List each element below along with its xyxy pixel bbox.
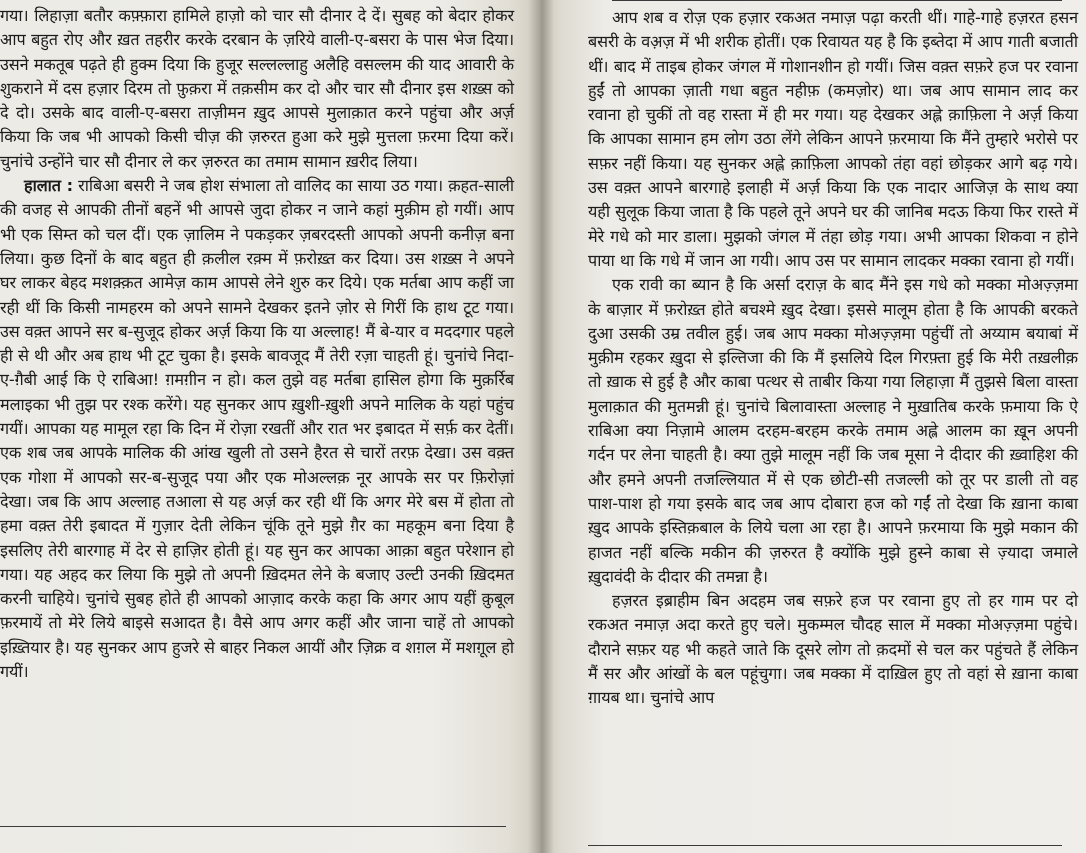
left-paragraph-2-body: राबिआ बसरी ने जब होश संभाला तो वालिद का साया उठ गया। क़हत-साली की वजह से आपकी तीनों बहनें भी आपसे जुदा होकर न जाने कहां मुक़ीम हो गयीं। आप भी एक सिम्त को चल दीं। एक ज़ालिम ने पकड़कर ज़बरदस्ती आपको अपनी कनीज़ बना लिया। कुछ दिनों के बाद बहुत ही क़लील रक़्म में फ़रोख़्त कर दिया। उस शख़्स ने अपने घर लाकर बेहद मशक़्क़त आमेज़ काम आपसे लेने शुरु कर दिये। एक मर्तबा आप कहीं जा रही थीं कि किसी नामहरम को अपने सामने देखकर इतने ज़ोर से गिरीं कि हाथ टूट गया। उस वक़्त आपने सर ब-सुजूद होकर अर्ज़ किया कि या अल्लाह! मैं बे-यार व मददगार पहले ही से थी और अब हाथ भी टूट चुका है। इसके बावजूद मैं तेरी रज़ा चाहती हूं। चुनांचे निदा-ए-ग़ैबी आई कि ऐ राबिआ! ग़मग़ीन न हो। कल तुझे वह मर्तबा हासिल होगा कि मुक़र्रिब मलाइका भी तुझ पर रश्क करेंगे। यह सुनकर आप ख़ुशी-ख़ुशी अपने मालिक के यहां पहुंच गयीं। आपका यह मामूल रहा कि दिन में रोज़ा रखतीं और रात भर इबादत में सर्फ़ कर देतीं। एक शब जब आपके मालिक की आंख खुली तो उसने हैरत से चारों तरफ़ देखा। उस वक़्त एक गोशा में आपको सर-ब-सुजूद पया और एक मोअल्लक़ नूर आपके सर पर फ़िरोज़ां देखा। जब कि आप अल्लाह तआला से यह अर्ज़ कर रही थीं कि अगर मेरे बस में होता तो हमा वक़्त तेरी इबादत में गुज़ार देती लेकिन चूंकि तूने मुझे ग़ैर का महकूम बना दिया है इसलिए तेरी बारगाह में देर से हाज़िर होती हूं। यह सुन कर आपका आक़ा बहुत परेशान हो गया। यह अहद कर लिया कि मुझे तो अपनी ख़िदमत लेने के बजाए उल्टी उनकी ख़िदमत करनी चाहिये। चुनांचे सुबह होते ही आपको आज़ाद करके कहा कि अगर आप यहीं क़ुबूल फ़रमायें तो मेरे लिये बाइसे सआदत है। वैसे आप अगर कहीं और जाना चाहें तो आपको इख़्तियार है। यह सुनकर आप हुजरे से बाहर निकल आयीं और ज़िक्र व शग़ल में मशग़ूल हो गयीं। — [0, 176, 515, 682]
right-paragraph-1: आप शब व रोज़ एक हज़ार रकअत नमाज़ पढ़ा करती थीं। गाहे-गाहे हज़रत हसन बसरी के वअ़ज़ में भी शरीक होतीं। एक रिवायत यह है कि इब्तेदा में आप गाती बजाती थीं। बाद में ताइब होकर जंगल में गोशानशीन हो गयीं। जिस वक़्त सफ़रे हज पर रवाना हुईं तो आपका ज़ाती गधा बहुत नहीफ़ (कमज़ोर) था। जब आप सामान लाद कर रवाना हो चुकीं तो वह रास्ता में ही मर गया। यह देखकर अह्ले क़ाफ़िला ने अर्ज़ किया कि आपका सामान हम लोग उठा लेंगे लेकिन आपने फ़रमाया कि मैंने तुम्हारे भरोसे पर सफ़र नहीं किया। यह सुनकर अह्ले क़ाफ़िला आपको तंहा वहां छोड़कर आगे बढ़ गये। उस वक़्त आपने बारगाहे इलाही में अर्ज़ किया कि एक नादार आजिज़ के साथ क्या यही सुलूक किया जाता है कि पहले तूने अपने घर की जानिब मदऊ किया फिर रास्ते में मेरे गधे को मार डाला। मुझको जंगल में तंहा छोड़ गया। अभी आपका शिकवा न होने पाया था कि गधे में जान आ गयी। आप उस पर सामान लादकर मक्का रवाना हो गयीं। — [588, 8, 1078, 270]
right-page-text — [588, 6, 1078, 711]
right-top-rule — [612, 0, 1062, 1]
right-paragraph-3: हज़रत इब्राहीम बिन अदहम जब सफ़रे हज पर रवाना हुए तो हर गाम पर दो रकअत नमाज़ अदा करते हुए चले। मुकम्मल चौदह साल में मक्का मोअज़्ज़मा पहुंचे। दौराने सफ़र यह भी कहते जाते कि दूसरे लोग तो क़दमों से चल कर पहुंचते हैं लेकिन मैं सर और आंखों के बल पहूंचुगा। जब मक्का में दाख़िल हुए तो वहां से ख़ाना काबा ग़ायब था। चुनांचे आप — [588, 591, 1078, 708]
right-page — [540, 0, 1086, 853]
right-paragraph-2: एक रावी का ब्यान है कि अर्सा दराज़ के बाद मैंने इस गधे को मक्का मोअज़्ज़मा के बाज़ार में फ़रोख़्त होते बचश्मे ख़ुद देखा। इससे मालूम होता है कि आपकी बरकते दुआ उसकी उम्र तवील हुई। जब आप मक्का मोअज़्ज़मा पहुंचीं तो अय्याम बयाबां में मुक़ीम रहकर ख़ुदा से इल्तिजा की कि मैं इसलिये दिल गिरफ़्ता हुई कि मेरी तख़लीक़ तो ख़ाक से हुई है और काबा पत्थर से ताबीर किया गया लिहाज़ा मैं तुझसे बिला वास्ता मुलाक़ात की मुतमन्नी हूं। चुनांचे बिलावास्ता अल्लाह ने मुख़ातिब करके फ़माया कि ऐ राबिआ क्या निज़ामे आलम दरहम-बरहम करके तमाम अह्ले आलम का ख़ून अपनी गर्दन पर लेना चाहती है। क्या तुझे मालूम नहीं कि जब मूसा ने दीदार की ख़्वाहिश की और हमने अपनी तजल्लियात में से एक छोटी-सी तजल्ली को तूर पर डाली तो वह पाश-पाश हो गया इसके बाद जब आप दोबारा हज को गईं तो देखा कि ख़ाना काबा ख़ुद आपके इस्तिक़बाल के लिये चला आ रहा है। आपने फ़रमाया कि मुझे मकान की हाजत नहीं बल्कि मकीन की ज़रुरत है क्योंकि मुझे हुस्ने काबा से ज़्यादा जमाले ख़ुदावंदी के दीदार की तमन्ना है। — [588, 275, 1078, 586]
left-page-text — [0, 4, 514, 684]
left-page — [0, 0, 540, 853]
left-bottom-rule — [0, 826, 506, 827]
left-paragraph-2 — [0, 174, 514, 684]
section-heading-halaat: हालात : — [24, 176, 73, 196]
left-paragraph-1: गया। लिहाज़ा बतौर कफ़्फ़ारा हामिले हाज़ो को चार सौ दीनार दे दें। सुबह को बेदार होकर आप बहुत रोए और ख़त तहरीर करके दरबान के ज़रिये वाली-ए-बसरा के पास भेज दिया। उसने मकतूब पढ़ते ही हुक्म दिया कि हुजूर सल्लल्लाहु अलैहि वसल्लम की याद आवारी के शुकराने में दस हज़ार दिरम तो फ़ुक़रा में तक़सीम कर दो और चार सौ दीनार इस शख़्स को दे दो। उसके बाद वाली-ए-बसरा ताज़ीमन ख़ुद आपसे मुलाक़ात करने पहुंचा और अर्ज़ किया कि जब भी आपको किसी चीज़ की ज़रुरत हुआ करे मुझे मुत्तला फ़रमा दिया करें। चुनांचे उन्होंने चार सौ दीनार ले कर ज़रुरत का तमाम सामान ख़रीद लिया। — [0, 6, 514, 171]
right-bottom-rule — [588, 845, 1062, 846]
